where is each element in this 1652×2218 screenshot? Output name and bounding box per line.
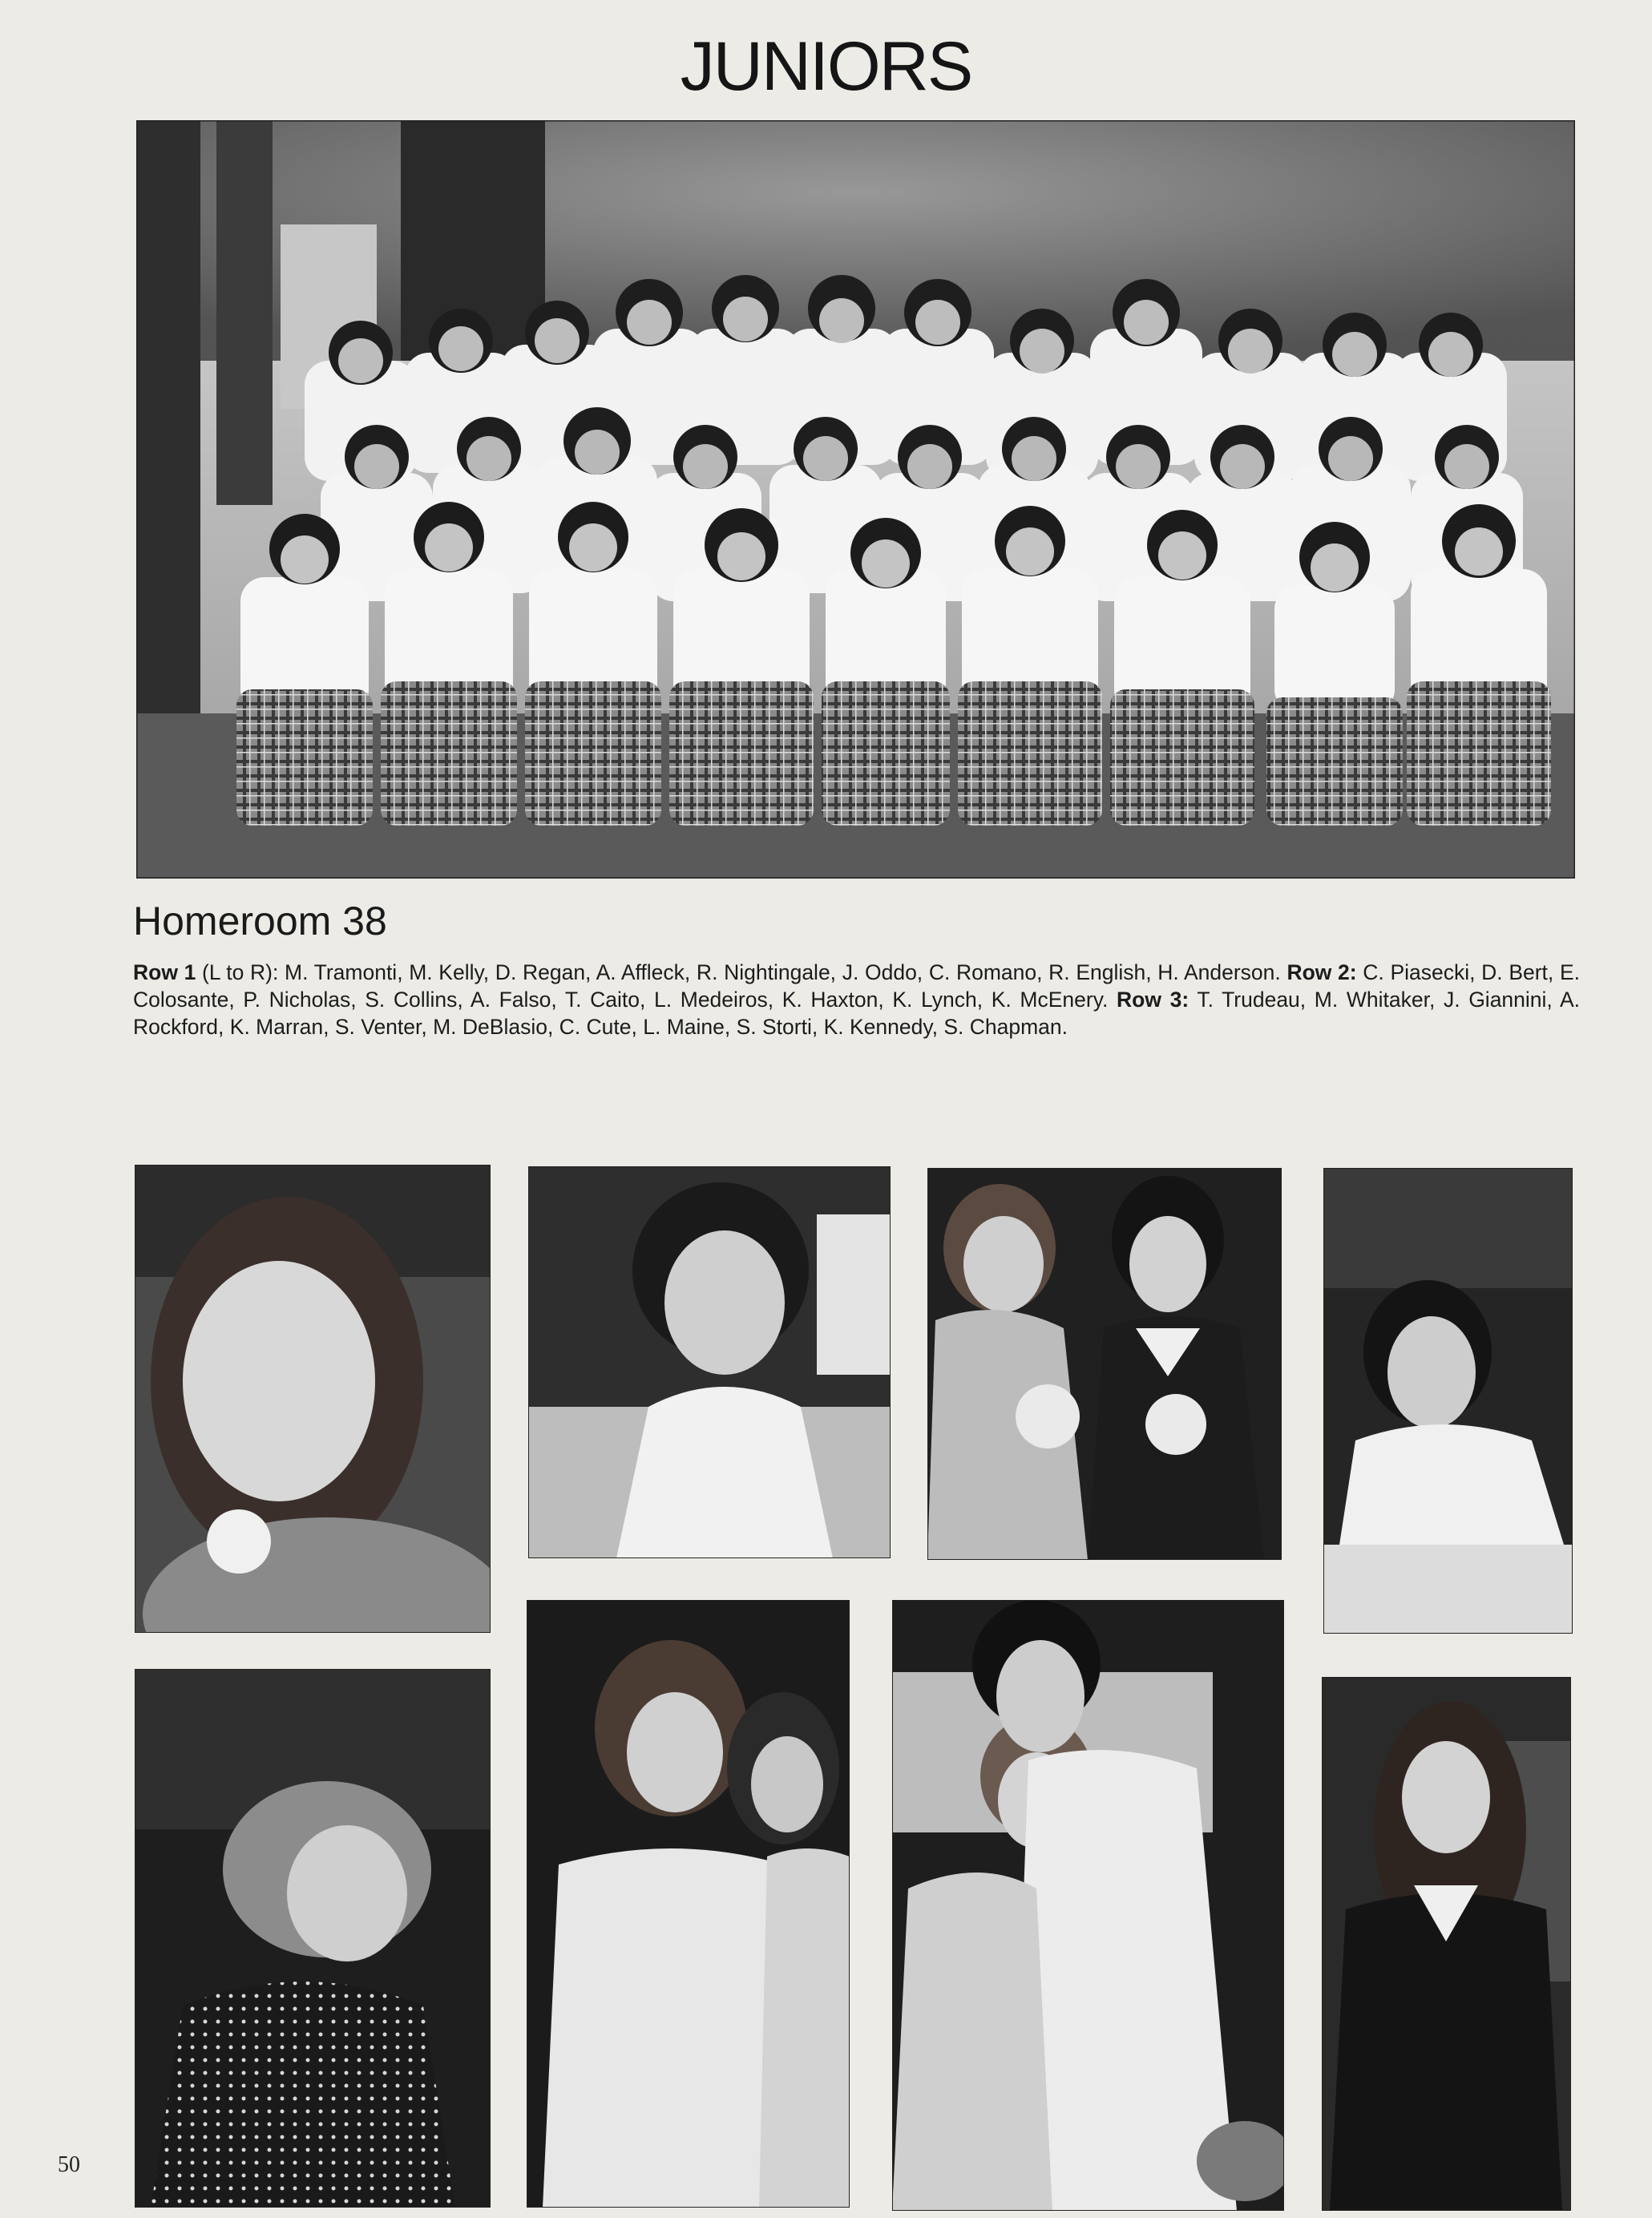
candid-photo-image [135,1669,491,2208]
candid-photo-image [1322,1677,1571,2211]
page-title: JUNIORS [680,28,972,105]
row-2-names: C. Piasecki, D. Bert, E. Colosante, P. Nicholas, S. Collins, A. Falso, T. Caito, L. Medeiros, K. Haxton, K. Lynch, K. McEnery. [133,960,1580,1012]
candid-photo-two-girls-flowers [927,1168,1282,1560]
candid-photo-girl-at-table [1323,1168,1573,1634]
row-3-names: T. Trudeau, M. Whitaker, J. Giannini, A. Rockford, K. Marran, S. Venter, M. DeBlasio, C. Cute, L. Maine, S. Storti, K. Kennedy, S. Chapman. [133,988,1580,1039]
page-number: 50 [58,2152,80,2177]
row-3-label: Row 3: [1117,988,1190,1012]
homeroom-caption [133,959,1580,1040]
homeroom-heading: Homeroom 38 [133,899,387,943]
candid-photo-girl-polka-dot [135,1669,491,2208]
row-1-names: (L to R): M. Tramonti, M. Kelly, D. Regan, A. Affleck, R. Nightingale, J. Oddo, C. Romano, R. English, H. Anderson. [202,960,1281,984]
candid-photo-image [892,1600,1284,2211]
candid-photo-image [927,1168,1282,1560]
group-photo [136,120,1575,879]
row-2-label: Row 2: [1286,960,1357,984]
candid-photo-smiling-girl-corsage [135,1165,491,1633]
candid-photo-image [528,1166,891,1558]
candid-photo-two-girls-light-jacket [527,1600,850,2208]
candid-photo-laughing-student-desk [528,1166,891,1558]
row-1-label: Row 1 [133,960,196,984]
candid-photo-image [527,1600,850,2208]
candid-photo-student-and-teacher [892,1600,1284,2211]
group-photo-image [136,120,1575,879]
candid-photo-girl-velvet-blazer [1322,1677,1571,2211]
candid-photo-image [135,1165,491,1633]
candid-photo-image [1323,1168,1573,1634]
